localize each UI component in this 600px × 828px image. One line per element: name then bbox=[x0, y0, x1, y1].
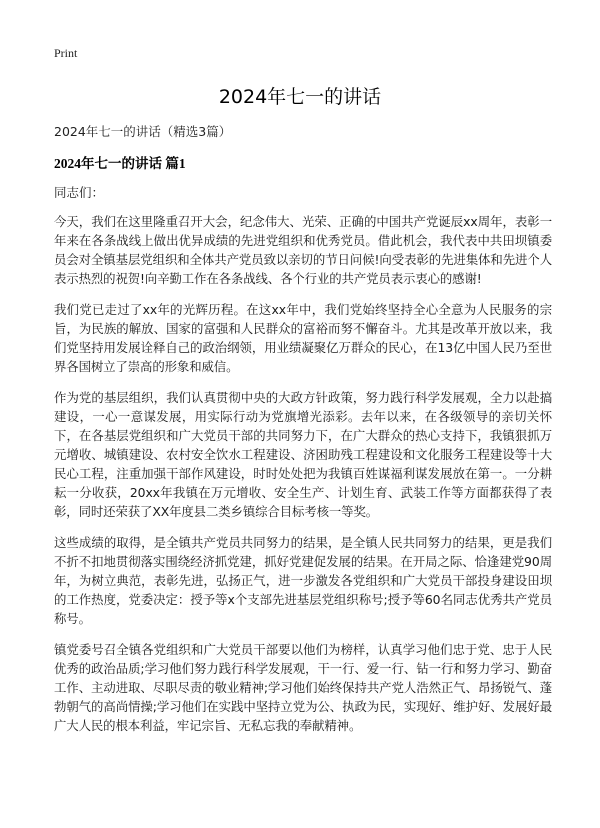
print-link[interactable]: Print bbox=[54, 46, 78, 60]
paragraph: 我们党已走过了xx年的光辉历程。在这xx年中，我们党始终坚持全心全意为人民服务的宗旨，为民族的解放、国家的富强和人民群众的富裕而努不懈奋斗。尤其是改革开放以来，我们党坚持用发展诠释自己的政治纲领，用业绩凝聚亿万群众的民心，在13亿中国人民乃至世界各国树立了崇高的形象和威信。 bbox=[54, 302, 552, 374]
section-heading: 2024年七一的讲话 篇1 bbox=[54, 156, 186, 171]
salutation: 同志们： bbox=[54, 185, 105, 200]
page-title: 2024年七一的讲话 bbox=[218, 86, 382, 108]
paragraph: 镇党委号召全镇各党组织和广大党员干部要以他们为榜样，认真学习他们忠于党、忠于人民优秀的政治品质;学习他们努力践行科学发展观，干一行、爱一行、钻一行和努力学习、勤奋工作、主动进取、尽职尽责的敬业精神;学习他们始终保持共产党人浩然正气、昂扬锐气、蓬勃朝气的高尚情操;学习他们在实践中坚持立党为公、执政为民，实现好、维护好、发展好最广大人民的根本利益，牢记宗旨、无私忘我的奉献精神。 bbox=[54, 642, 552, 733]
paragraph: 这些成绩的取得，是全镇共产党员共同努力的结果，是全镇人民共同努力的结果，更是我们不折不扣地贯彻落实围绕经济抓党建，抓好党建促发展的结果。在开局之际、恰逢建党90周年，为树立典范，表彰先进，弘扬正气，进一步激发各党组织和广大党员干部投身建设田坝的工作热度，党委决定：授予等x个支部先进基层党组织称号;授予等60名同志优秀共产党员称号。 bbox=[54, 535, 552, 626]
paragraph: 作为党的基层组织，我们认真贯彻中央的大政方针政策，努力践行科学发展观，全力以赴搞建设，一心一意谋发展，用实际行动为党旗增光添彩。去年以来，在各级领导的亲切关怀下，在各基层党组织和广大党员干部的共同努力下，在广大群众的热心支持下，我镇狠抓万元增收、城镇建设、农村安全饮水工程建设、济困助残工程建设和文化服务工程建设等十大民心工程，注重加强干部作风建设，时时处处把为我镇百姓谋福利谋发展放在第一。一分耕耘一分收获，20xx年我镇在万元增收、安全生产、计划生育、武装工作等方面都获得了表彰，同时还荣获了XX年度县二类乡镇综合目标考核一等奖。 bbox=[54, 390, 552, 519]
paragraph: 今天，我们在这里隆重召开大会，纪念伟大、光荣、正确的中国共产党诞辰xx周年，表彰一年来在各条战线上做出优异成绩的先进党组织和优秀党员。借此机会，我代表中共田坝镇委员会对全镇基层党组织和全体共产党员致以亲切的节日问候!向受表彰的先进集体和先进个人表示热烈的祝贺!向辛勤工作在各条战线、各个行业的共产党员表示衷心的感谢! bbox=[54, 214, 552, 286]
document-subtitle: 2024年七一的讲话（精选3篇） bbox=[54, 124, 232, 139]
speech-body bbox=[54, 212, 552, 747]
